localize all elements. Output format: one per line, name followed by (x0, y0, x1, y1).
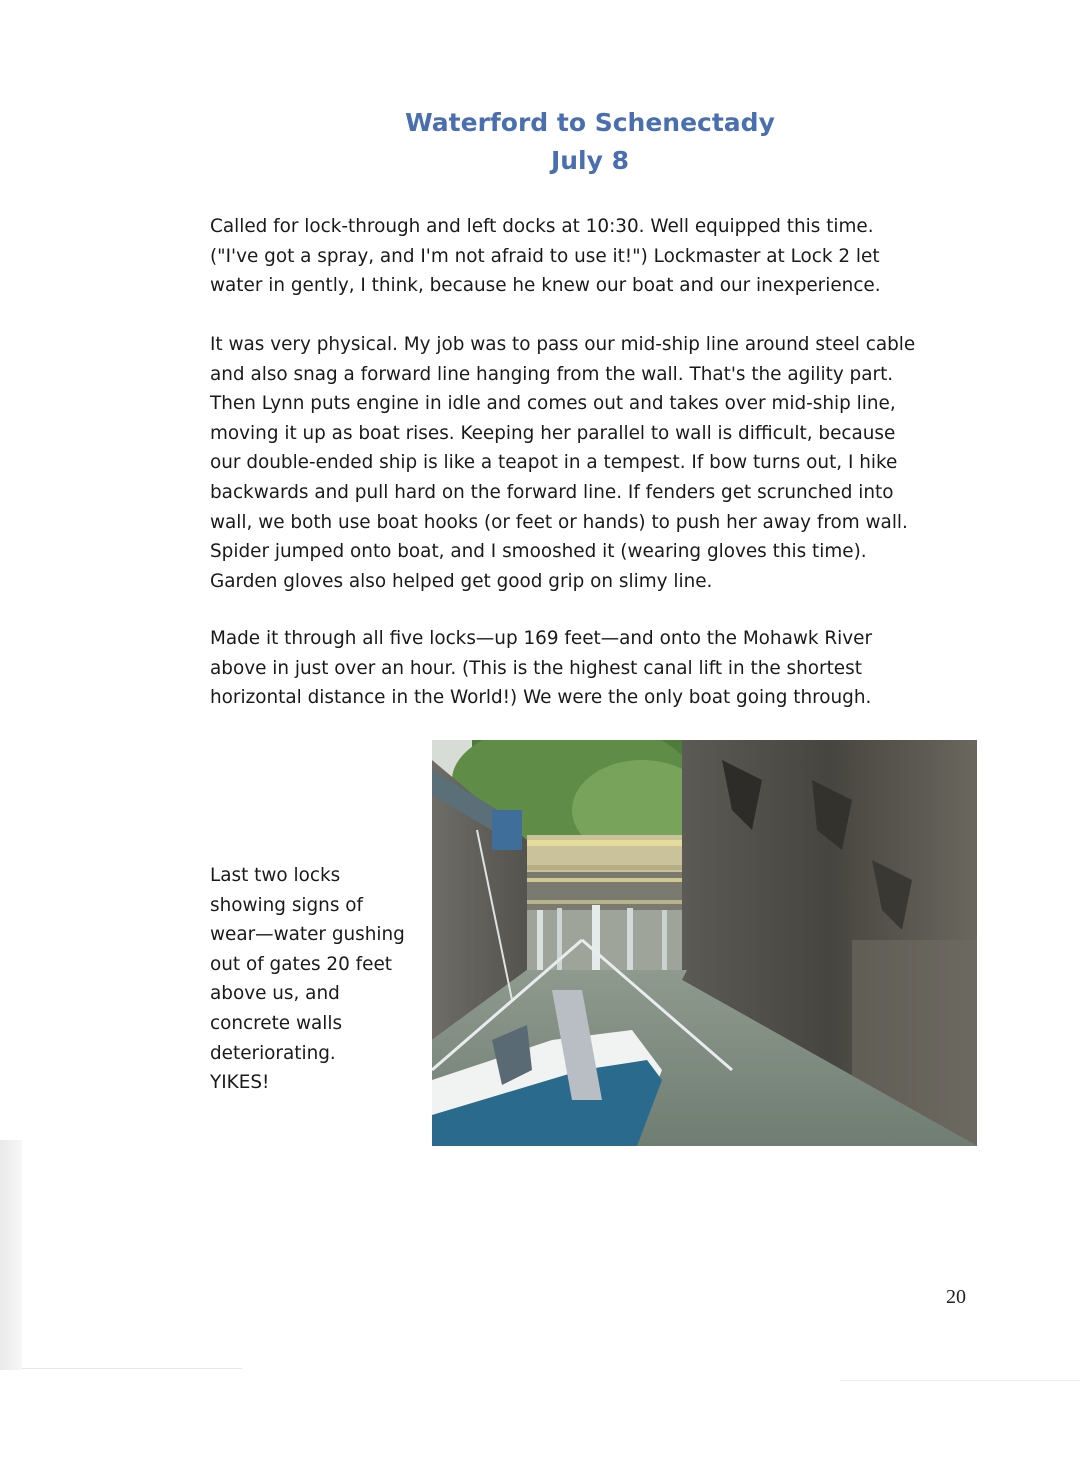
paragraph-line: above in just over an hour. (This is the highest canal lift in the shortest (210, 657, 862, 679)
caption-line: YIKES! (210, 1072, 270, 1094)
paragraph-five-locks (210, 624, 990, 713)
paragraph-line: It was very physical. My job was to pass our mid-ship line around steel cable (210, 334, 916, 355)
photo-caption (210, 861, 430, 1098)
caption-line: wear—water gushing (210, 924, 405, 946)
paragraph-line: Spider jumped onto boat, and I smooshed it (wearing gloves this time). (210, 541, 867, 563)
paragraph-line: water in gently, I think, because he knew our boat and our inexperience. (210, 275, 881, 297)
scan-edge-line (22, 1368, 242, 1369)
caption-line: above us, and (210, 983, 340, 1005)
lock-photo (432, 740, 977, 1146)
paragraph-line: Then Lynn puts engine in idle and comes out and takes over mid-ship line, (210, 393, 896, 415)
caption-line: Last two locks (210, 865, 341, 886)
caption-line: concrete walls (210, 1012, 343, 1034)
caption-line: out of gates 20 feet (210, 953, 392, 975)
page-number: 20 (946, 1286, 966, 1308)
paragraph-line: Called for lock-through and left docks at 10:30. Well equipped this time. (210, 216, 874, 237)
scan-edge-shadow (0, 1140, 22, 1370)
page-title (0, 104, 1080, 180)
title-line-route: Waterford to Schenectady (405, 108, 775, 137)
scan-edge-line (840, 1380, 1080, 1381)
paragraph-line: Garden gloves also helped get good grip on slimy line. (210, 570, 713, 592)
paragraph-line: horizontal distance in the World!) We were the only boat going through. (210, 687, 872, 709)
paragraph-line: wall, we both use boat hooks (or feet or hands) to push her away from wall. (210, 511, 908, 533)
title-line-date: July 8 (550, 146, 630, 175)
paragraph-physical-work (210, 330, 990, 596)
paragraph-line: backwards and pull hard on the forward line. If fenders get scrunched into (210, 481, 894, 503)
paragraph-line: ("I've got a spray, and I'm not afraid to use it!") Lockmaster at Lock 2 let (210, 245, 880, 267)
caption-line: showing signs of (210, 894, 363, 916)
paragraph-line: and also snag a forward line hanging from the wall. That's the agility part. (210, 363, 894, 385)
paragraph-line: Made it through all five locks—up 169 feet—and onto the Mohawk River (210, 628, 873, 649)
paragraph-line: our double-ended ship is like a teapot in a tempest. If bow turns out, I hike (210, 452, 898, 474)
paragraph-lock-through (210, 212, 990, 301)
paragraph-line: moving it up as boat rises. Keeping her parallel to wall is difficult, because (210, 422, 896, 444)
caption-line: deteriorating. (210, 1042, 336, 1064)
